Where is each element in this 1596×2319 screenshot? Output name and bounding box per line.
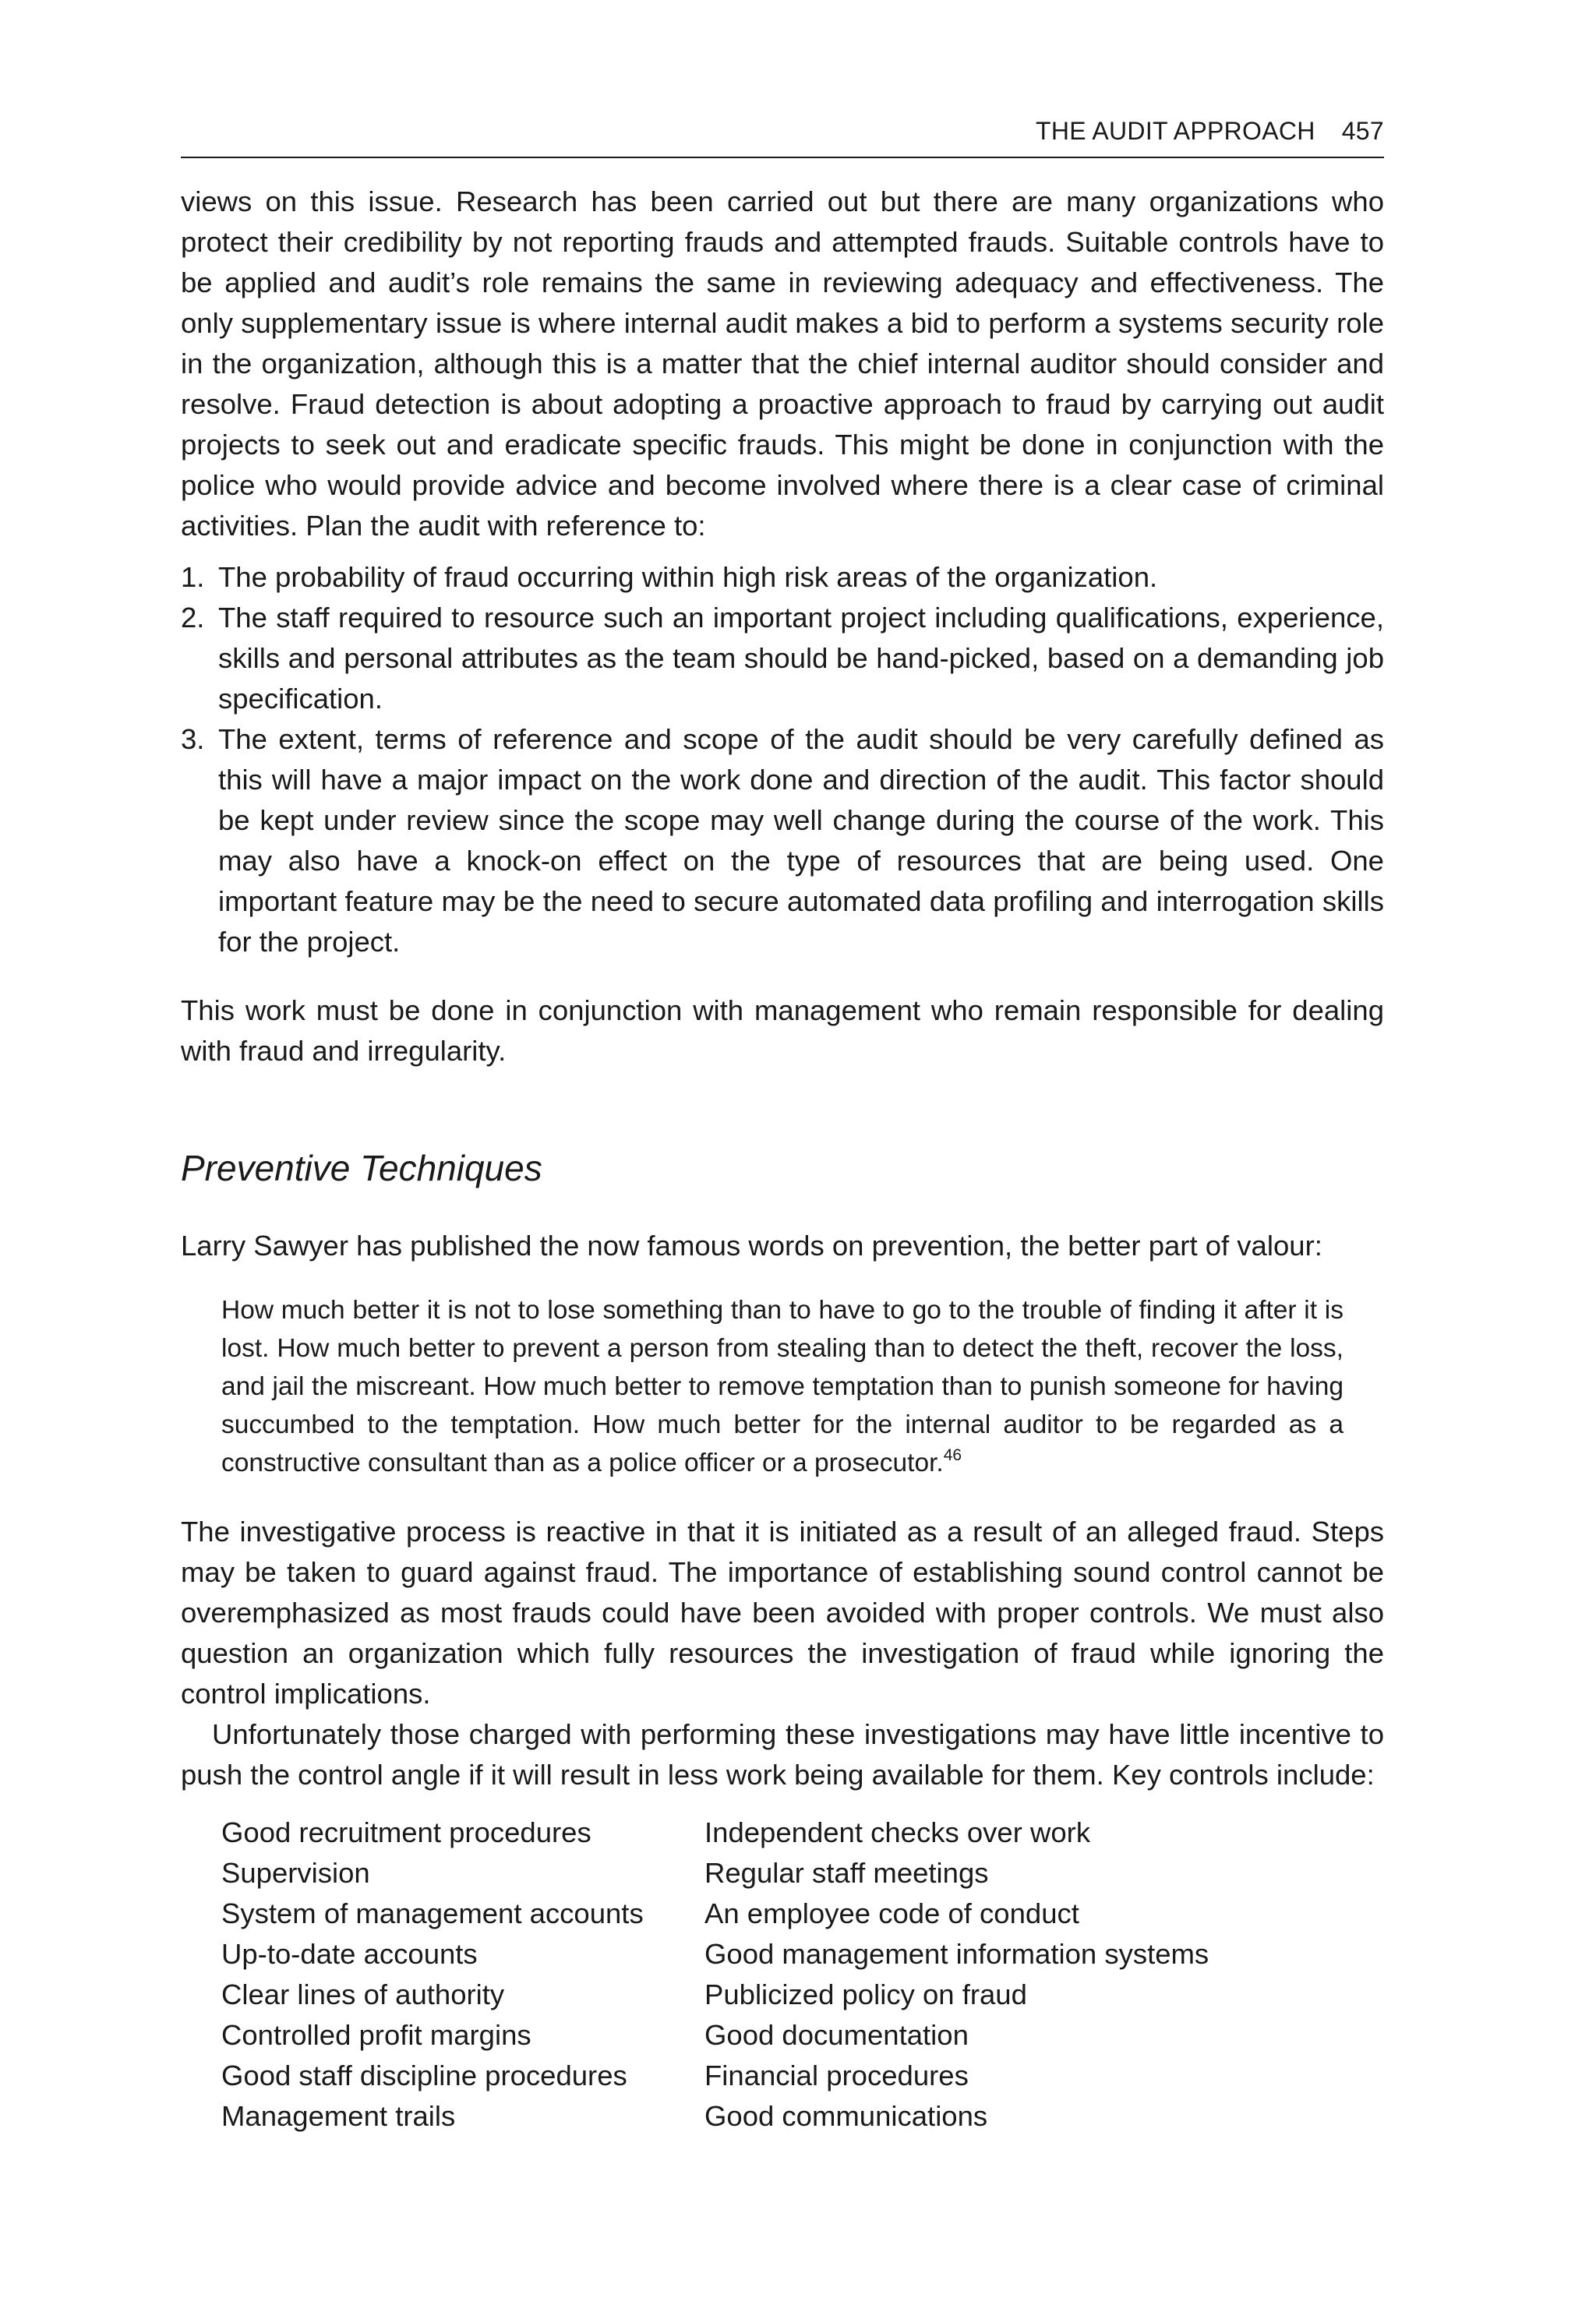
control-item: Good management information systems (704, 1938, 1209, 1970)
paragraph: This work must be done in conjunction with management who remain responsible for dealing with fraud and irregularity. (181, 994, 1384, 1067)
list-item (181, 719, 1384, 962)
block-quote (221, 1291, 1344, 1482)
numbered-list (181, 557, 1384, 962)
list-item-text: The probability of fraud occurring within high risk areas of the organization. (218, 561, 1158, 593)
control-item: System of management accounts (221, 1897, 644, 1929)
running-header (181, 117, 1384, 158)
control-item: Up-to-date accounts (221, 1938, 478, 1970)
quote-text: How much better it is not to lose something than to have to go to the trouble of finding it after it is lost. How much better to prevent a person from stealing than to detect the theft, recover the loss, and jail the miscreant. How much better to remove temptation than to punish someone for having succumbed to the temptation. How much better for the internal auditor to be regarded as a constructive consultant than as a police officer or a prosecutor. (221, 1296, 1344, 1477)
control-item: Financial procedures (704, 2060, 969, 2091)
control-item: Controlled profit margins (221, 2019, 531, 2051)
main-text (181, 182, 1384, 2137)
control-item: Good documentation (704, 2019, 969, 2051)
control-item: Independent checks over work (704, 1816, 1091, 1848)
list-item-number: 3. (181, 723, 205, 755)
footnote-reference: 46 (943, 1446, 962, 1464)
control-item: Publicized policy on fraud (704, 1978, 1027, 2010)
control-item: Clear lines of authority (221, 1978, 505, 2010)
control-item: Good staff discipline procedures (221, 2060, 627, 2091)
page-content (181, 117, 1384, 2137)
control-item: An employee code of conduct (704, 1897, 1079, 1929)
list-item-number: 2. (181, 602, 205, 634)
control-item: Supervision (221, 1857, 370, 1889)
list-item (181, 598, 1384, 719)
paragraph: Unfortunately those charged with performing these investigations may have little incentive to push the control angle if it will result in less work being available for them. Key controls include: (181, 1718, 1384, 1791)
list-item-text: The staff required to resource such an important project including qualifications, experience, skills and personal attributes as the team should be hand-picked, based on a demanding job specification. (218, 602, 1384, 715)
control-item: Good communications (704, 2100, 988, 2132)
control-item: Good recruitment procedures (221, 1816, 591, 1848)
list-item (181, 557, 1384, 598)
running-title: THE AUDIT APPROACH (1036, 117, 1315, 145)
control-item: Management trails (221, 2100, 456, 2132)
paragraph: Larry Sawyer has published the now famous words on prevention, the better part of valour: (181, 1230, 1322, 1262)
section-heading: Preventive Techniques (181, 1148, 542, 1188)
key-controls-list (221, 1812, 1384, 2137)
control-item: Regular staff meetings (704, 1857, 989, 1889)
list-item-text: The extent, terms of reference and scope of the audit should be very carefully defined as this will have a major impact on the work done and direction of the audit. This factor should be kept under review since the scope may well change during the course of the work. This may also have a knock-on effect on the type of resources that are being used. One important feature may be the need to secure automated data profiling and interrogation skills for the project. (218, 723, 1384, 958)
paragraph: The investigative process is reactive in that it is initiated as a result of an alleged fraud. Steps may be taken to guard against fraud. The importance of establishing sound control cannot be overemphasized as most frauds could have been avoided with proper controls. We must also question an organization which fully resources the investigation of fraud while ignoring the control implications. (181, 1516, 1384, 1710)
list-item-number: 1. (181, 561, 205, 593)
paragraph: views on this issue. Research has been carried out but there are many organizations who protect their credibility by not reporting frauds and attempted frauds. Suitable controls have to be applied and audit’s role remains the same in reviewing adequacy and effectiveness. The only supplementary issue is where internal audit makes a bid to perform a systems security role in the organization, although this is a matter that the chief internal auditor should consider and resolve. Fraud detection is about adopting a proactive approach to fraud by carrying out audit projects to seek out and eradicate specific frauds. This might be done in conjunction with the police who would provide advice and become involved where there is a clear case of criminal activities. Plan the audit with reference to: (181, 185, 1384, 542)
page-number: 457 (1341, 117, 1384, 145)
